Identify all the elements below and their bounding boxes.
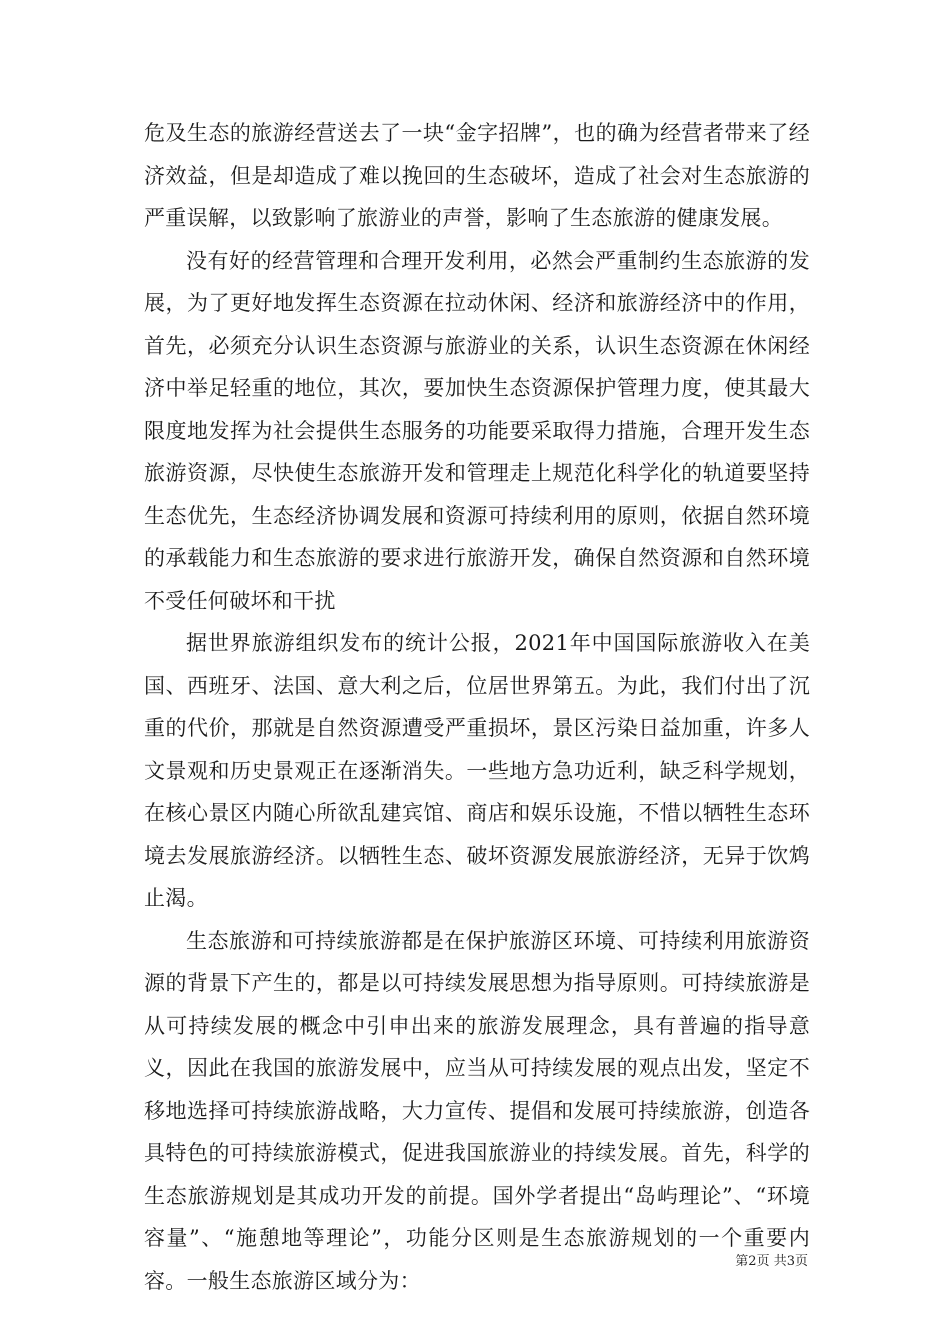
footer-suffix: 页 [794, 1254, 808, 1269]
paragraph-2: 没有好的经营管理和合理开发利用，必然会严重制约生态旅游的发展，为了更好地发挥生态资源在拉动休闲、经济和旅游经济中的作用，首先，必须充分认识生态资源与旅游业的关系，认识生态资源在休闲经济中举足轻重的地位，其次，要加快生态资源保护管理力度，使其最大限度地发挥为社会提供生态服务的功能要采取得力措施，合理开发生态旅游资源，尽快使生态旅游开发和管理走上规范化科学化的轨道要坚持生态优先，生态经济协调发展和资源可持续利用的原则，依据自然环境的承载能力和生态旅游的要求进行旅游开发，确保自然资源和自然环境不受任何破坏和干扰 [144, 248, 810, 613]
page-number-footer [0, 1250, 808, 1269]
paragraph-3: 据世界旅游组织发布的统计公报，2021年中国国际旅游收入在美国、西班牙、法国、意大利之后，位居世界第五。为此，我们付出了沉重的代价，那就是自然资源遭受严重损坏，景区污染日益加重，许多人文景观和历史景观正在逐渐消失。一些地方急功近利，缺乏科学规划，在核心景区内随心所欲乱建宾馆、商店和娱乐设施，不惜以牺牲生态环境去发展旅游经济。以牺牲生态、破坏资源发展旅游经济，无异于饮鸩止渴。 [144, 631, 810, 910]
paragraph-4: 生态旅游和可持续旅游都是在保护旅游区环境、可持续利用旅游资源的背景下产生的，都是以可持续发展思想为指导原则。可持续旅游是从可持续发展的概念中引申出来的旅游发展理念，具有普遍的指导意义，因此在我国的旅游发展中，应当从可持续发展的观点出发，坚定不移地选择可持续旅游战略，大力宣传、提倡和发展可持续旅游，创造各具特色的可持续旅游模式，促进我国旅游业的持续发展。首先，科学的生态旅游规划是其成功开发的前提。国外学者提出“岛屿理论”、“环境容量”、“施憩地等理论”，功能分区则是生态旅游规划的一个重要内容。一般生态旅游区域分为： [144, 928, 810, 1293]
footer-prefix: 第 [735, 1254, 749, 1269]
footer-total-pages: 3 [786, 1254, 795, 1269]
footer-middle: 页 共 [756, 1254, 787, 1269]
footer-current-page: 2 [748, 1254, 757, 1269]
body-text [144, 112, 810, 1302]
paragraph-1: 危及生态的旅游经营送去了一块“金字招牌”，也的确为经营者带来了经济效益，但是却造成了难以挽回的生态破坏，造成了社会对生态旅游的严重误解，以致影响了旅游业的声誉，影响了生态旅游的健康发展。 [144, 121, 810, 230]
